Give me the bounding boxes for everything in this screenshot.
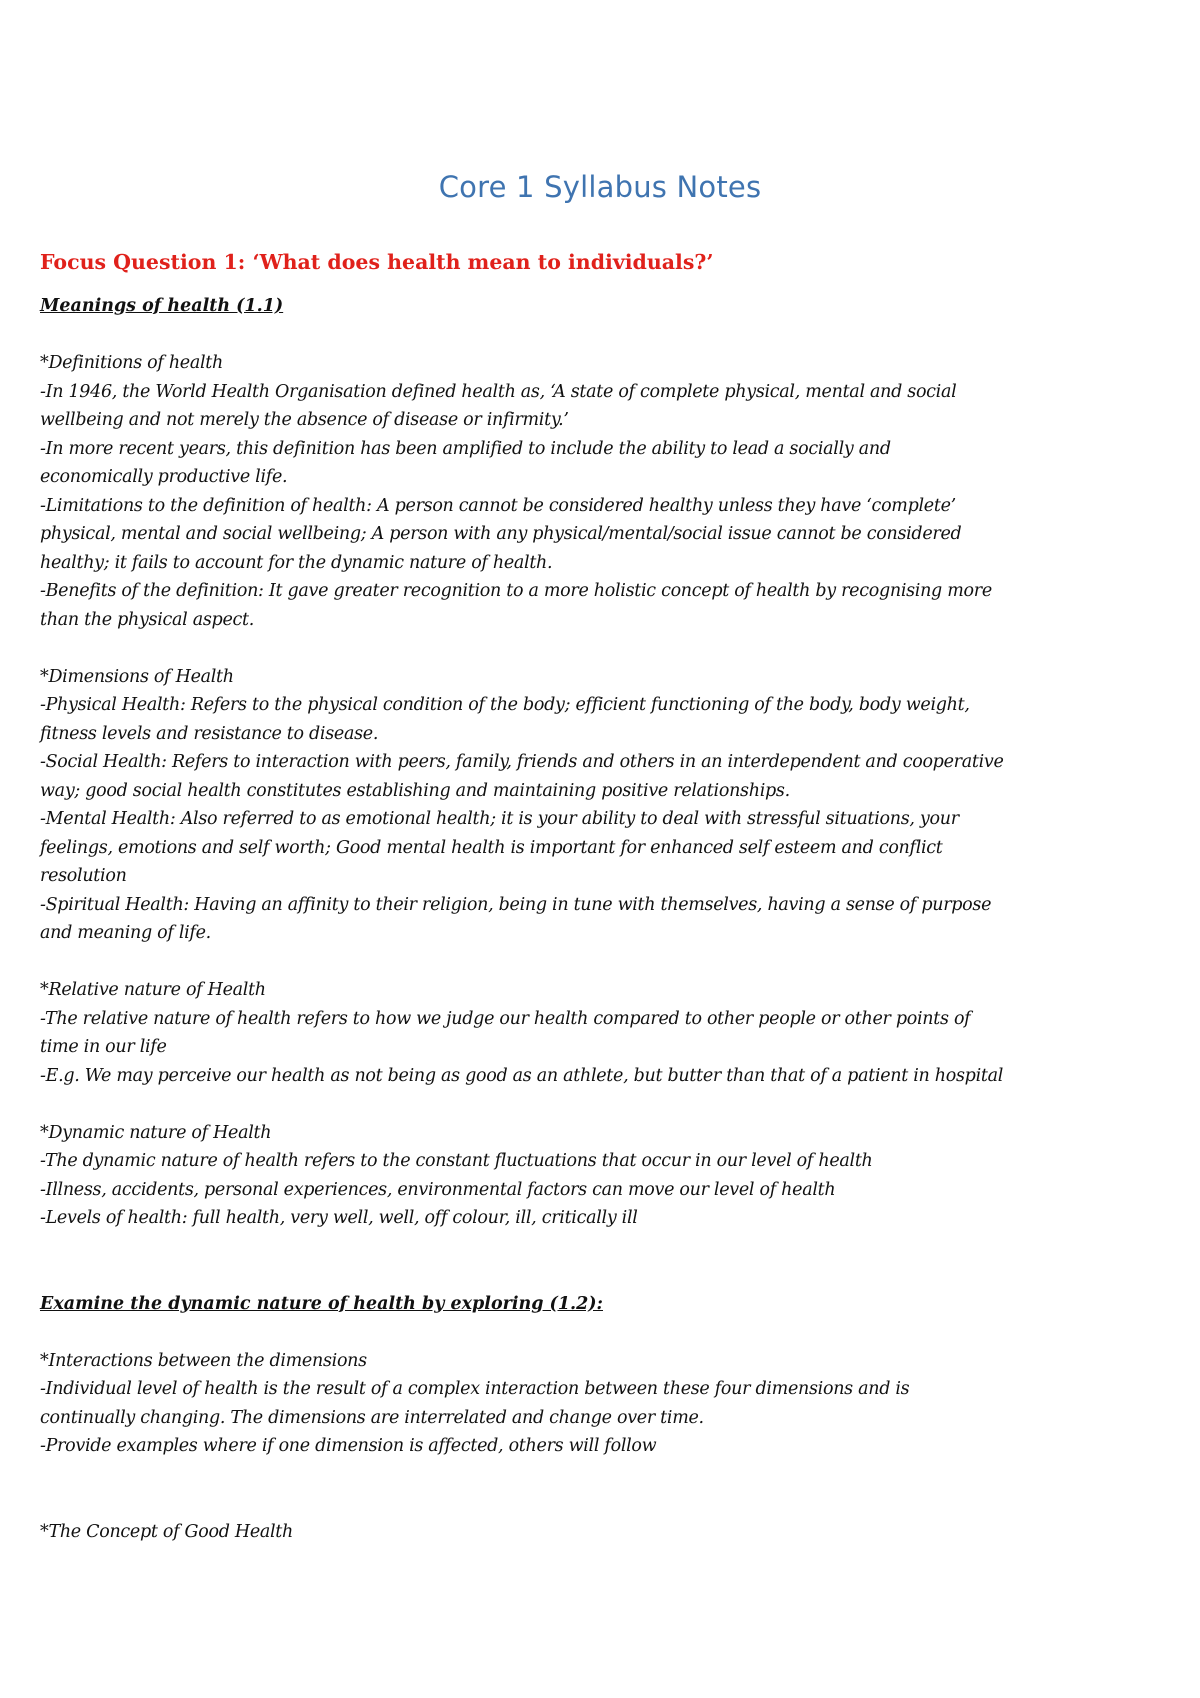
- subheading-dimensions: *Dimensions of Health: [40, 666, 234, 687]
- text-line: fitness levels and resistance to disease.: [40, 723, 379, 744]
- text-line: -Levels of health: full health, very well, well, off colour, ill, critically ill: [40, 1208, 638, 1228]
- text-line: and meaning of life.: [40, 923, 211, 943]
- text-line: -E.g. We may perceive our health as not being as good as an athlete, but butter than that of a patient in hospital: [40, 1065, 1004, 1086]
- text-line: -Provide examples where if one dimension is affected, others will follow: [40, 1436, 657, 1456]
- text-line: -Physical Health: Refers to the physical condition of the body; efficient functioning of the body, body weight,: [40, 695, 970, 715]
- text-line: economically productive life.: [40, 467, 288, 487]
- focus-question: Focus Question 1: ‘What does health mean to individuals?’: [40, 250, 714, 274]
- text-line: -The relative nature of health refers to how we judge our health compared to other people or other points of: [40, 1008, 971, 1029]
- subheading-good-health: *The Concept of Good Health: [40, 1521, 294, 1542]
- subheading-interactions: *Interactions between the dimensions: [40, 1350, 367, 1371]
- text-line: healthy; it fails to account for the dynamic nature of health.: [40, 552, 553, 573]
- text-line: -Social Health: Refers to interaction with peers, family, friends and others in an interdependent and cooperative: [40, 752, 1004, 772]
- section-heading-meanings: Meanings of health (1.1): [40, 296, 284, 316]
- text-line: -Individual level of health is the result of a complex interaction between these four dimensions and is: [40, 1379, 910, 1399]
- text-line: -In 1946, the World Health Organisation defined health as, ‘A state of complete physical, mental and social: [40, 381, 957, 402]
- text-line: -The dynamic nature of health refers to the constant fluctuations that occur in our level of health: [40, 1151, 873, 1171]
- section-heading-dynamic-nature: Examine the dynamic nature of health by exploring (1.2):: [40, 1293, 603, 1314]
- text-line: way; good social health constitutes establishing and maintaining positive relationships.: [40, 780, 790, 801]
- text-line: wellbeing and not merely the absence of disease or infirmity.’: [40, 410, 569, 430]
- subheading-dynamic: *Dynamic nature of Health: [40, 1122, 272, 1143]
- text-line: time in our life: [40, 1037, 167, 1057]
- page-title: Core 1 Syllabus Notes: [438, 170, 762, 204]
- text-line: -Benefits of the definition: It gave greater recognition to a more holistic concept of health by recognising more: [40, 581, 992, 601]
- text-line: resolution: [40, 866, 127, 886]
- text-line: -Mental Health: Also referred to as emotional health; it is your ability to deal with stressful situations, your: [40, 809, 959, 829]
- text-line: -Spiritual Health: Having an affinity to their religion, being in tune with themselves, having a sense of purpose: [40, 894, 992, 915]
- text-line: feelings, emotions and self worth; Good mental health is important for enhanced self esteem and conflict: [40, 837, 943, 858]
- text-line: -In more recent years, this definition has been amplified to include the ability to lead a socially and: [40, 438, 891, 459]
- text-line: physical, mental and social wellbeing; A person with any physical/mental/social issue cannot be considered: [40, 524, 962, 544]
- text-line: -Limitations to the definition of health: A person cannot be considered healthy unless they have ‘complete’: [40, 495, 956, 516]
- subheading-definitions: *Definitions of health: [40, 353, 223, 373]
- document-body: [40, 248, 1180, 1546]
- text-line: continually changing. The dimensions are interrelated and change over time.: [40, 1407, 704, 1428]
- subheading-relative: *Relative nature of Health: [40, 980, 266, 1000]
- text-line: -Illness, accidents, personal experiences, environmental factors can move our level of health: [40, 1179, 836, 1200]
- text-line: than the physical aspect.: [40, 609, 254, 630]
